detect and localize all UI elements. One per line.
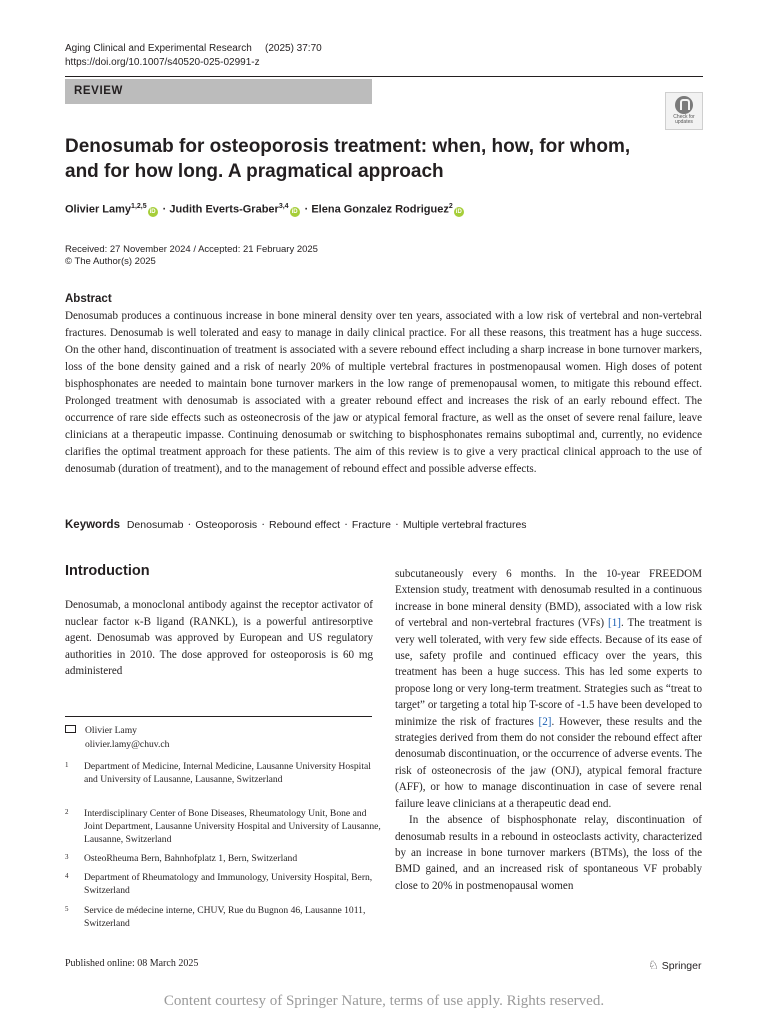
orcid-icon[interactable]: iD	[291, 208, 298, 215]
check-for-updates-badge[interactable]	[665, 92, 703, 130]
citation-link[interactable]: [2]	[538, 715, 552, 728]
affiliation-number: 5	[65, 905, 69, 913]
author-separator: ·	[159, 203, 170, 216]
check-updates-label: Check for updates	[673, 114, 695, 125]
courtesy-notice: Content courtesy of Springer Nature, terms of use apply. Rights reserved.	[163, 993, 605, 1009]
introduction-paragraph: Denosumab, a monoclonal antibody against the receptor activator of nuclear factor κ-B ligand (RANKL), is a powerful antiresorptive agent. Denosumab was approved by European and US regulatory authorities in 2010. The dose approved for osteoporosis is 60 mg administered	[65, 599, 373, 678]
footnote-rule	[65, 716, 372, 717]
affiliation-text: Department of Medicine, Internal Medicine, Lausanne University Hospital and University of Lausanne, Lausanne, Switzerland	[84, 761, 371, 785]
journal-volume: (2025) 37:70	[265, 43, 322, 54]
affiliation-number: 4	[65, 872, 69, 880]
affiliation-text: Interdisciplinary Center of Bone Diseases, Rheumatology Unit, Bone and Joint Department, Lausanne University Hospital and University of Lausanne, Lausanne, Switzerland	[84, 808, 381, 845]
correspondence-name: Olivier Lamy	[85, 725, 137, 736]
publisher-logo[interactable]	[648, 958, 701, 972]
author-separator: ·	[301, 203, 312, 216]
envelope-icon	[65, 725, 76, 733]
correspondence	[65, 724, 365, 752]
section-label: REVIEW	[65, 79, 372, 104]
abstract-heading: Abstract	[65, 293, 112, 305]
journal-name: Aging Clinical and Experimental Research	[65, 43, 252, 54]
paragraph-text: . However, these results and the strategies derived from them do not consider the rebound effect after denosumab discontinuation, or the occurrence of adverse events. The risk of osteonecrosis of the jaw (ONJ), atypical femoral fracture (AFF), or how to manage discontinuation in case of severe renal failure leave clinicians at a therapeutic dead end.	[395, 715, 702, 810]
affiliation-text: OsteoRheuma Bern, Bahnhofplatz 1, Bern, Switzerland	[84, 853, 298, 864]
affiliation-number: 3	[65, 853, 69, 861]
author-name[interactable]: Elena Gonzalez Rodriguez	[311, 203, 449, 216]
affiliation-text: Department of Rheumatology and Immunology, University Hospital, Bern, Switzerland	[84, 872, 373, 896]
affiliation-text: Service de médecine interne, CHUV, Rue du Bugnon 46, Lausanne 1011, Switzerland	[84, 905, 366, 929]
author-affiliation-ref: 2	[448, 203, 453, 210]
springer-horse-icon: ♘	[648, 958, 659, 972]
author-name[interactable]: Olivier Lamy	[65, 203, 132, 216]
keywords-label: Keywords	[65, 519, 120, 531]
citation-link[interactable]: [1]	[608, 617, 621, 630]
introduction-right-column	[395, 566, 702, 894]
introduction-heading: Introduction	[65, 563, 150, 579]
article-title: Denosumab for osteoporosis treatment: when, how, for whom, and for how long. A pragmatical approach	[65, 136, 631, 182]
keyword-separator: ·	[344, 519, 348, 531]
correspondence-email[interactable]: olivier.lamy@chuv.ch	[85, 739, 170, 750]
abstract-text: Denosumab produces a continuous increase in bone mineral density over ten years, associated with a low risk of vertebral and non-vertebral fractures. Denosumab is well tolerated and easy to manage in daily clinical practice. For all these reasons, this treatment has a huge success. On the other hand, discontinuation of treatment is associated with a severe rebound effect including a sharp increase in bone turnover markers, loss of the bone density gained and a risk of nearly 20% of multiple vertebral fractures in postmenopausal women. High doses of potent bisphosphonates are needed to maintain bone turnover markers in the low range of premenopausal women, to mitigate this rebound effect. Prolonged treatment with denosumab is associated with a greater rebound effect and increases the risk of an early rebound effect. The occurrence of rare side effects such as osteonecrosis of the jaw or atypical femoral fracture, as well as the onset of severe renal failure, leave clinicians at a therapeutic impasse. Continuing denosumab or switching to bisphosphonates remains suboptimal and, currently, no evidence clarifies the optimal treatment approach for these patients. The aim of this review is to give a very practical clinical approach to the use of denosumab (duration of treatment), and to the management of rebound effect and possible adverse effects.	[65, 310, 702, 475]
author-affiliation-ref: 3,4	[278, 203, 289, 210]
introduction-paragraph	[395, 566, 702, 812]
author-affiliation-ref: 1,2,5	[131, 203, 147, 210]
publisher-name: Springer	[661, 960, 702, 972]
doi-link[interactable]: https://doi.org/10.1007/s40520-025-02991-z	[65, 57, 260, 68]
author-list	[65, 203, 466, 217]
keyword: Fracture	[351, 519, 391, 531]
keyword: Rebound effect	[269, 519, 341, 531]
published-date: Published online: 08 March 2025	[65, 958, 199, 969]
orcid-icon[interactable]: iD	[149, 208, 156, 215]
header-rule	[65, 76, 703, 77]
paragraph-text: . The treatment is very well tolerated, with very few side effects. Because of its ease of use, safety profile and continued efficacy over the years, this treatment has been a huge success. This has led some experts to propose long or very long-term treatment. Strategies such as “treat to target” or targeting a total hip T-score of -1.5 have been developed to minimize the risk of fractures	[395, 617, 702, 728]
history-dates	[65, 244, 318, 268]
keyword-separator: ·	[261, 519, 266, 531]
keyword: Denosumab	[126, 519, 184, 531]
keywords	[65, 519, 527, 531]
orcid-icon[interactable]: iD	[455, 208, 462, 215]
affiliation-number: 2	[65, 808, 69, 816]
author-name[interactable]: Judith Everts-Graber	[169, 203, 279, 216]
paragraph-text: subcutaneously every 6 months. In the 10-year FREEDOM Extension study, treatment with denosumab resulted in a continuous increase in bone mineral density (BMD), associated with a low risk of vertebral and non-vertebral fractures (VFs)	[395, 568, 702, 630]
keyword-separator: ·	[187, 519, 192, 531]
keyword: Osteoporosis	[195, 519, 258, 531]
introduction-paragraph: In the absence of bisphosphonate relay, discontinuation of denosumab results in a rebound in osteoclasts activity, characterized by an increase in bone turnover markers (BTMs), the loss of the BMD gained, and an increased risk of spontaneous VF probably close to 20% in postmenopausal women	[395, 814, 702, 892]
copyright: © The Author(s) 2025	[65, 256, 156, 267]
keyword: Multiple vertebral fractures	[402, 519, 527, 531]
check-updates-icon	[675, 96, 693, 114]
received-accepted: Received: 27 November 2024 / Accepted: 21 February 2025	[65, 244, 318, 255]
keyword-separator: ·	[395, 519, 399, 531]
affiliation-number: 1	[65, 761, 69, 769]
